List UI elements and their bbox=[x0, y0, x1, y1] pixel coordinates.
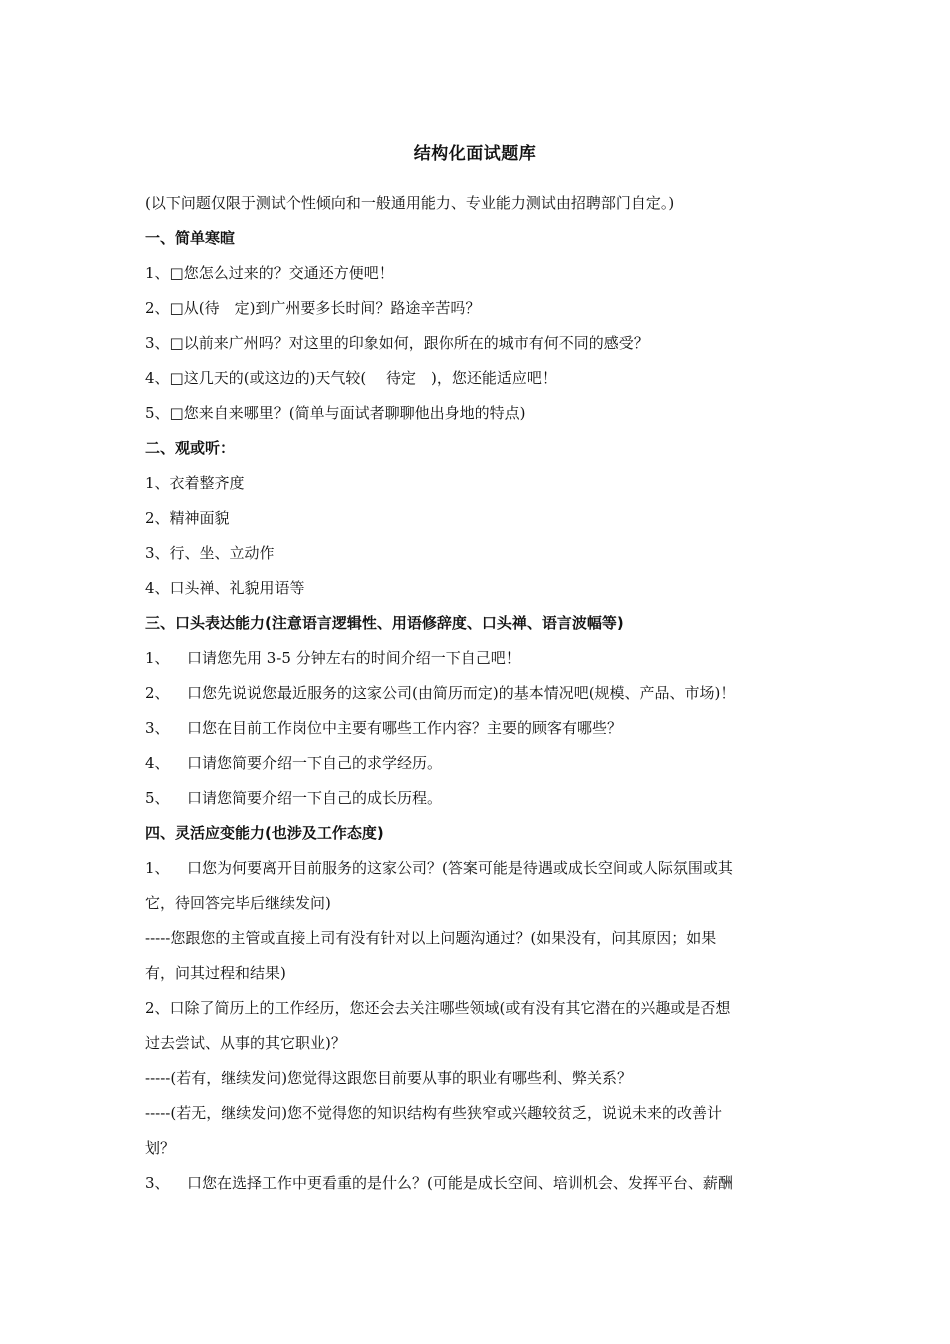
section-heading-oral-expression: 三、口头表达能力(注意语言逻辑性、用语修辞度、口头禅、语言波幅等) bbox=[145, 614, 624, 632]
question-line: 过去尝试、从事的其它职业)？ bbox=[145, 1034, 346, 1052]
question-line bbox=[145, 1173, 810, 1193]
section-heading-greetings: 一、简单寒暄 bbox=[145, 229, 236, 247]
list-item: 4、口头禅、礼貌用语等 bbox=[145, 579, 305, 597]
list-item bbox=[145, 683, 810, 703]
item-text: 口请您先用 3-5 分钟左右的时间介绍一下自己吧！ bbox=[187, 649, 521, 667]
list-item: 5、□您来自来哪里？(简单与面试者聊聊他出身地的特点) bbox=[145, 404, 526, 422]
item-text: 口您在目前工作岗位中主要有哪些工作内容？主要的顾客有哪些？ bbox=[187, 719, 623, 737]
list-item: 2、精神面貌 bbox=[145, 509, 230, 527]
document-title: 结构化面试题库 bbox=[413, 144, 537, 164]
list-item: 3、□以前来广州吗？对这里的印象如何，跟你所在的城市有何不同的感受？ bbox=[145, 334, 649, 352]
item-number: 2、 bbox=[145, 684, 170, 702]
section-heading-adaptability: 四、灵活应变能力(也涉及工作态度) bbox=[145, 824, 384, 842]
item-text: 口您在选择工作中更看重的是什么？(可能是成长空间、培训机会、发挥平台、薪酬 bbox=[187, 1174, 733, 1192]
item-number: 3、 bbox=[145, 1174, 170, 1192]
section-heading-observe: 二、观或听： bbox=[145, 439, 236, 457]
follow-up-line: 有，问其过程和结果) bbox=[145, 964, 286, 982]
item-text: 口请您简要介绍一下自己的成长历程。 bbox=[187, 789, 443, 807]
list-item bbox=[145, 648, 810, 668]
follow-up-line: 划？ bbox=[145, 1139, 176, 1157]
list-item: 4、□这几天的(或这边的)天气较( 待定 )，您还能适应吧！ bbox=[145, 369, 557, 387]
list-item: 1、衣着整齐度 bbox=[145, 474, 245, 492]
item-number: 5、 bbox=[145, 789, 170, 807]
question-line bbox=[145, 858, 810, 878]
question-line: 它，待回答完毕后继续发问) bbox=[145, 894, 331, 912]
follow-up-line: -----(若无，继续发问)您不觉得您的知识结构有些狭窄或兴趣较贫乏，说说未来的改善计 bbox=[145, 1104, 723, 1122]
list-item bbox=[145, 788, 810, 808]
item-number: 4、 bbox=[145, 754, 170, 772]
follow-up-line: -----您跟您的主管或直接上司有没有针对以上问题沟通过？(如果没有，问其原因；如果 bbox=[145, 929, 717, 947]
item-text: 口您为何要离开目前服务的这家公司？(答案可能是待遇或成长空间或人际氛围或其 bbox=[187, 859, 733, 877]
follow-up-line: -----(若有，继续发问)您觉得这跟您目前要从事的职业有哪些利、弊关系？ bbox=[145, 1069, 633, 1087]
question-line: 2、口除了简历上的工作经历，您还会去关注哪些领域(或有没有其它潜在的兴趣或是否想 bbox=[145, 999, 731, 1017]
item-text: 口请您简要介绍一下自己的求学经历。 bbox=[187, 754, 443, 772]
list-item bbox=[145, 753, 810, 773]
item-number: 1、 bbox=[145, 649, 170, 667]
intro-note: (以下问题仅限于测试个性倾向和一般通用能力、专业能力测试由招聘部门自定。) bbox=[145, 194, 675, 212]
item-number: 3、 bbox=[145, 719, 170, 737]
list-item: 3、行、坐、立动作 bbox=[145, 544, 275, 562]
list-item: 1、□您怎么过来的？交通还方便吧！ bbox=[145, 264, 394, 282]
item-number: 1、 bbox=[145, 859, 170, 877]
item-text: 口您先说说您最近服务的这家公司(由简历而定)的基本情况吧(规模、产品、市场)！ bbox=[187, 684, 736, 702]
list-item bbox=[145, 718, 810, 738]
list-item: 2、□从(待 定)到广州要多长时间？路途辛苦吗？ bbox=[145, 299, 481, 317]
